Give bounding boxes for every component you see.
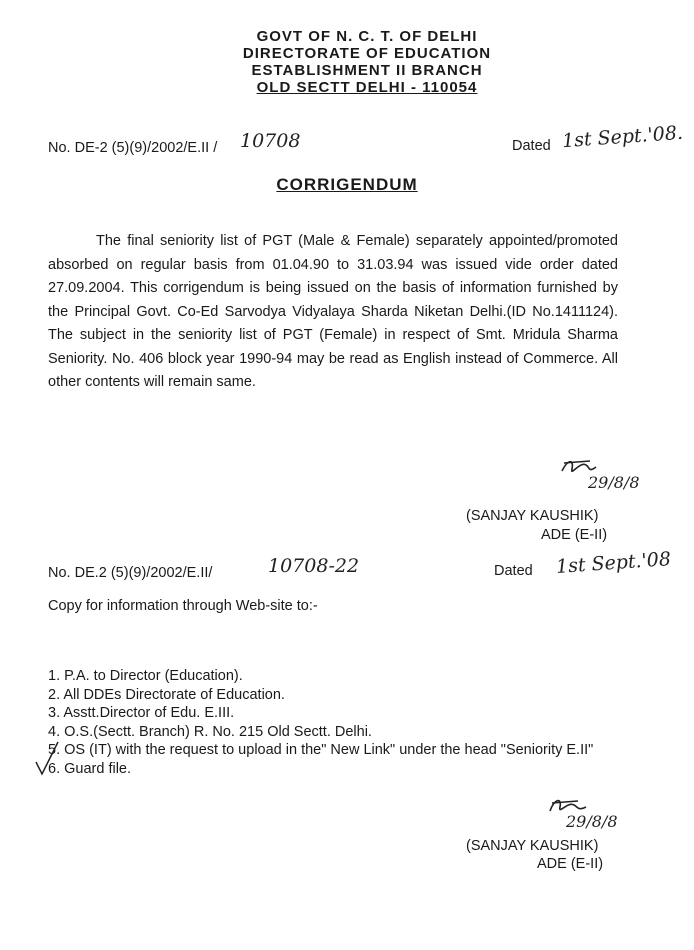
handwritten-date: 1st Sept.'08. bbox=[561, 121, 684, 153]
signatory-designation: ADE (E-II) bbox=[541, 527, 608, 543]
copy-reference-number: No. DE.2 (5)(9)/2002/E.II/ bbox=[48, 565, 213, 581]
letterhead bbox=[0, 28, 694, 96]
list-item: 1. P.A. to Director (Education). bbox=[48, 668, 243, 684]
reference-number: No. DE-2 (5)(9)/2002/E.II / bbox=[48, 140, 218, 156]
list-item: 4. O.S.(Sectt. Branch) R. No. 215 Old Sectt. Delhi. bbox=[48, 723, 372, 740]
signature-date-2: 29/8/8 bbox=[566, 812, 618, 831]
list-item: 2. All DDEs Directorate of Education. bbox=[48, 686, 285, 703]
signatory-name-2: (SANJAY KAUSHIK) bbox=[466, 838, 599, 854]
signature-date: 29/8/8 bbox=[588, 473, 640, 492]
header-line-directorate: DIRECTORATE OF EDUCATION bbox=[242, 45, 492, 62]
list-item: 3. Asstt.Director of Edu. E.III. bbox=[48, 705, 235, 721]
list-item: 6. Guard file. bbox=[48, 760, 132, 777]
body-text: The final seniority list of PGT (Male & Female) separately appointed/promoted absorbed on regular basis from 01.04.90 to 31.03.94 was issued vide order dated 27.09.2004. This corrigendum is being issued on the basis of information furnished by the Principal Govt. Co-Ed Sarvodya Vidyalaya Sharda Niketan Delhi.(ID No.1411124). The subject in the seniority list of PGT (Female) in respect of Smt. Mridula Sharma Seniority. No. 406 block year 1990-94 may be read as English instead of Commerce. All other contents will remain same. bbox=[48, 233, 618, 390]
signatory-designation-2: ADE (E-II) bbox=[537, 856, 604, 872]
copy-information-line: Copy for information through Web-site to:- bbox=[48, 598, 318, 614]
handwritten-copy-number: 10708-22 bbox=[268, 555, 360, 577]
document-title: CORRIGENDUM bbox=[276, 175, 418, 194]
corrigendum-body bbox=[48, 230, 618, 395]
header-line-address: OLD SECTT DELHI - 110054 bbox=[256, 79, 478, 96]
signatory-name: (SANJAY KAUSHIK) bbox=[466, 508, 599, 524]
handwritten-reference-number: 10708 bbox=[240, 130, 301, 152]
tick-mark bbox=[34, 740, 64, 780]
list-item: 5. OS (IT) with the request to upload in the" New Link" under the head "Seniority E.II" bbox=[48, 742, 594, 758]
handwritten-copy-date: 1st Sept.'08 bbox=[555, 548, 672, 578]
dated-label: Dated bbox=[512, 138, 551, 154]
header-line-govt: GOVT OF N. C. T. OF DELHI bbox=[256, 28, 478, 45]
distribution-list bbox=[48, 667, 620, 778]
copy-dated-label: Dated bbox=[494, 563, 533, 579]
header-line-branch: ESTABLISHMENT II BRANCH bbox=[251, 62, 483, 79]
